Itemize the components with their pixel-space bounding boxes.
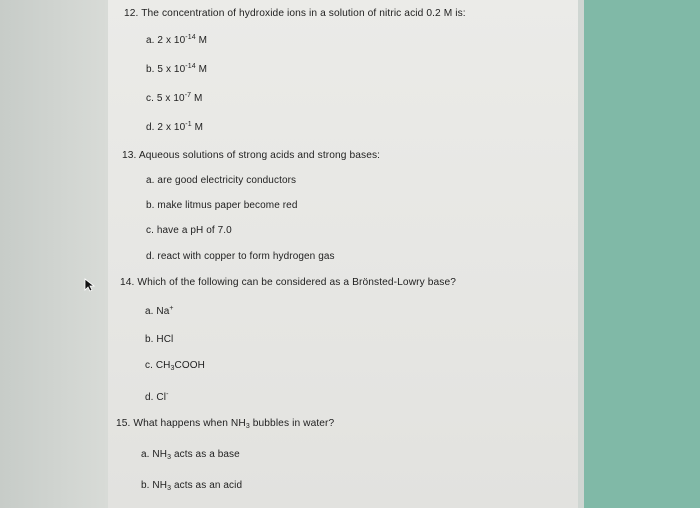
question-12-stem: 12. The concentration of hydroxide ions in a solution of nitric acid 0.2 M is: (124, 8, 466, 19)
question-14-option-b[interactable]: b. HCl (145, 334, 174, 345)
question-13-option-d[interactable]: d. react with copper to form hydrogen gas (146, 251, 335, 262)
question-14-option-d[interactable]: d. Cl- (145, 391, 169, 403)
question-15-option-b[interactable]: b. $NH_3$ acts as an acid (141, 480, 243, 492)
question-12-option-c[interactable]: c. 5 x $10^{-7}$ M (146, 92, 203, 104)
question-14-option-a[interactable]: a. Na+ (145, 305, 174, 317)
question-14-stem: 14. Which of the following can be considered as a Brönsted-Lowry base? (120, 277, 457, 288)
question-15-stem: 15. What happens when $NH_3$ bubbles in water? (116, 418, 335, 430)
question-13-option-b[interactable]: b. make litmus paper become red (146, 200, 298, 211)
question-12-option-b[interactable]: b. 5 x $10^{-14}$ M (146, 63, 207, 75)
question-13-stem: 13. Aqueous solutions of strong acids and strong bases: (122, 150, 381, 161)
right-panel (584, 0, 700, 508)
question-13-option-a[interactable]: a. are good electricity conductors (146, 175, 297, 186)
question-15-option-a[interactable]: a. $NH_3$ acts as a base (141, 449, 240, 461)
question-13-option-c[interactable]: c. have a pH of 7.0 (146, 225, 232, 236)
question-12-option-d[interactable]: d. 2 x $10^{-1}$ M (146, 121, 204, 133)
question-14-option-c[interactable]: c. $CH_3COOH$ (145, 360, 205, 372)
arrow-cursor-icon (84, 278, 96, 292)
question-12-option-a[interactable]: a. 2 x $10^{-14}$ M (146, 34, 207, 46)
left-margin (0, 0, 108, 508)
